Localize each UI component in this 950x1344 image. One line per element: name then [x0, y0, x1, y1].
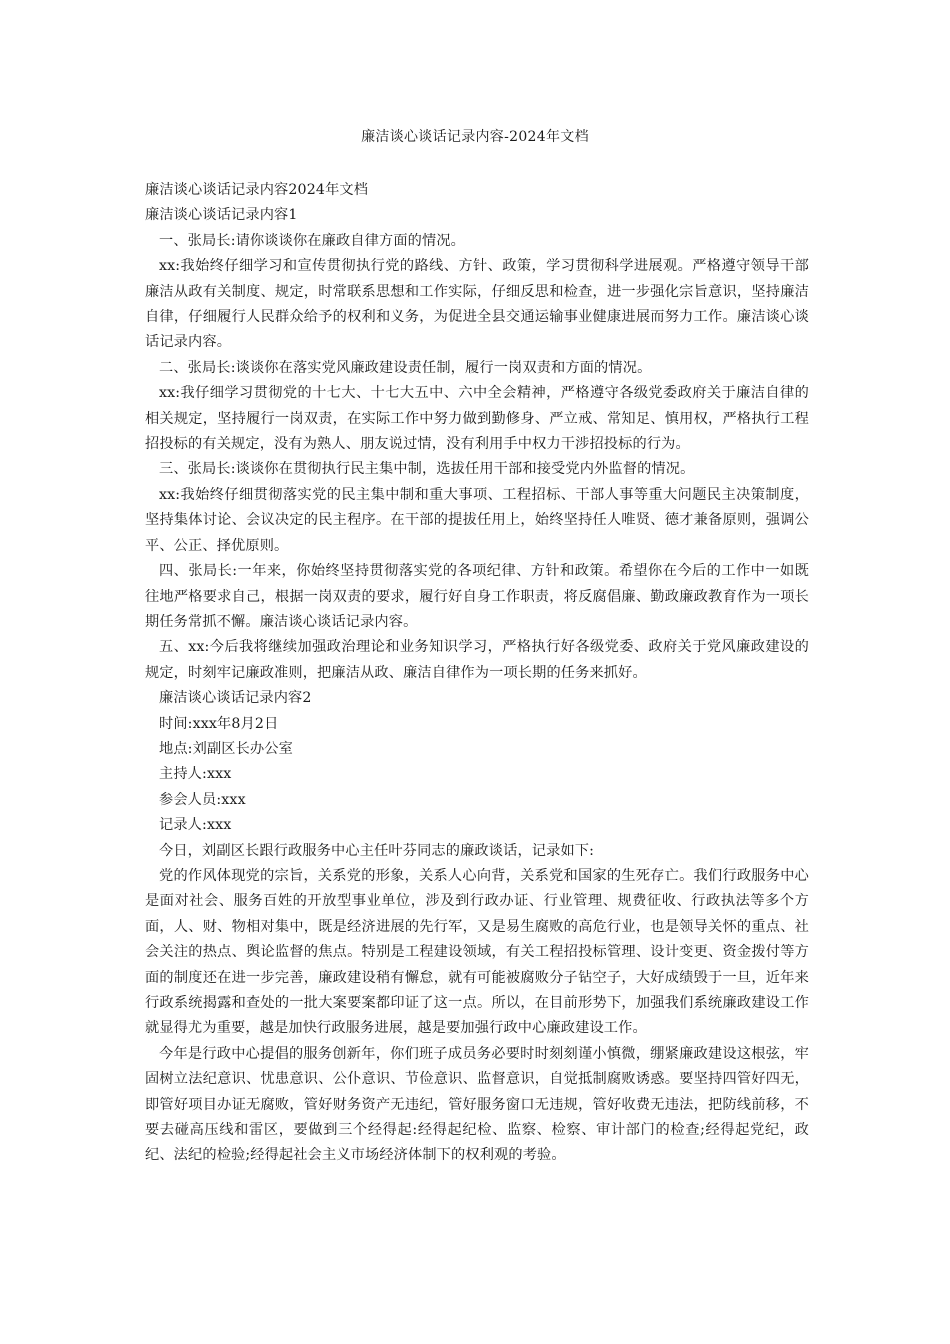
- document-paragraph: 五、xx:今后我将继续加强政治理论和业务知识学习，严格执行好各级党委、政府关于党风廉政建设的规定，时刻牢记廉政准则，把廉洁从政、廉洁自律作为一项长期的任务来抓好。: [145, 639, 809, 681]
- document-paragraph: xx:我始终仔细贯彻落实党的民主集中制和重大事项、工程招标、干部人事等重大问题民主决策制度，坚持集体讨论、会议决定的民主程序。在干部的提拔任用上，始终坚持任人唯贤、德才兼备原则，强调公平、公正、择优原则。: [145, 486, 809, 554]
- document-paragraph: 地点:刘副区长办公室: [159, 740, 293, 757]
- document-paragraph: 时间:xxx年8月2日: [159, 715, 279, 732]
- document-body: [145, 178, 809, 1169]
- document-paragraph: 参会人员:xxx: [159, 791, 246, 808]
- document-paragraph: xx:我仔细学习贯彻党的十七大、十七大五中、六中全会精神，严格遵守各级党委政府关于廉洁自律的相关规定，坚持履行一岗双责，在实际工作中努力做到勤修身、严立戒、常知足、慎用权，严格执行工程招投标的有关规定，没有为熟人、朋友说过情，没有利用手中权力干涉招投标的行为。: [145, 385, 809, 453]
- document-paragraph: 主持人:xxx: [159, 766, 232, 783]
- document-paragraph: 二、张局长:谈谈你在落实党风廉政建设责任制，履行一岗双责和方面的情况。: [159, 359, 652, 376]
- document-paragraph: 廉洁谈心谈话记录内容1: [145, 207, 298, 224]
- document-paragraph: 三、张局长:谈谈你在贯彻执行民主集中制，选拔任用干部和接受党内外监督的情况。: [159, 461, 695, 478]
- document-paragraph: 四、张局长:一年来，你始终坚持贯彻落实党的各项纪律、方针和政策。希望你在今后的工作中一如既往地严格要求自己，根据一岗双责的要求，履行好自身工作职责，将反腐倡廉、勤政廉政教育作为一项长期任务常抓不懈。廉洁谈心谈话记录内容。: [145, 563, 809, 630]
- document-title: 廉洁谈心谈话记录内容-2024年文档: [361, 129, 589, 145]
- document-paragraph: 廉洁谈心谈话记录内容2024年文档: [145, 182, 369, 198]
- document-paragraph: 记录人:xxx: [159, 817, 232, 834]
- document-paragraph: 今日，刘副区长跟行政服务中心主任叶芬同志的廉政谈话，记录如下:: [159, 842, 595, 859]
- document-paragraph: 党的作风体现党的宗旨，关系党的形象，关系人心向背，关系党和国家的生死存亡。我们行政服务中心是面对社会、服务百姓的开放型事业单位，涉及到行政办证、行业管理、规费征收、行政执法等多个方面，人、财、物相对集中，既是经济进展的先行军，又是易生腐败的高危行业，也是领导关怀的重点、社会关注的热点、舆论监督的焦点。特别是工程建设领域，有关工程招投标管理、设计变更、资金拨付等方面的制度还在进一步完善，廉政建设稍有懈怠，就有可能被腐败分子钻空子，大好成绩毁于一旦，近年来行政系统揭露和查处的一批大案要案都印证了这一点。所以，在目前形势下，加强我们系统廉政建设工作就显得尤为重要，越是加快行政服务进展，越是要加强行政中心廉政建设工作。: [145, 867, 809, 1037]
- document-paragraph: xx:我始终仔细学习和宣传贯彻执行党的路线、方针、政策，学习贯彻科学进展观。严格遵守领导干部廉洁从政有关制度、规定，时常联系思想和工作实际，仔细反思和检查，进一步强化宗旨意识，坚持廉洁自律，仔细履行人民群众给予的权利和义务，为促进全县交通运输事业健康进展而努力工作。廉洁谈心谈话记录内容。: [145, 258, 809, 351]
- document-paragraph: 一、张局长:请你谈谈你在廉政自律方面的情况。: [159, 232, 466, 249]
- document-paragraph: 今年是行政中心提倡的服务创新年，你们班子成员务必要时时刻刻谨小慎微，绷紧廉政建设这根弦，牢固树立法纪意识、忧患意识、公仆意识、节俭意识、监督意识，自觉抵制腐败诱惑。要坚持四管好四无，即管好项目办证无腐败，管好财务资产无违纪，管好服务窗口无违规，管好收费无违法，把防线前移，不要去碰高压线和雷区，要做到三个经得起:经得起纪检、监察、检察、审计部门的检查;经得起党纪，政纪、法纪的检验;经得起社会主义市场经济体制下的权利观的考验。: [145, 1045, 809, 1164]
- document-paragraph: 廉洁谈心谈话记录内容2: [159, 690, 312, 707]
